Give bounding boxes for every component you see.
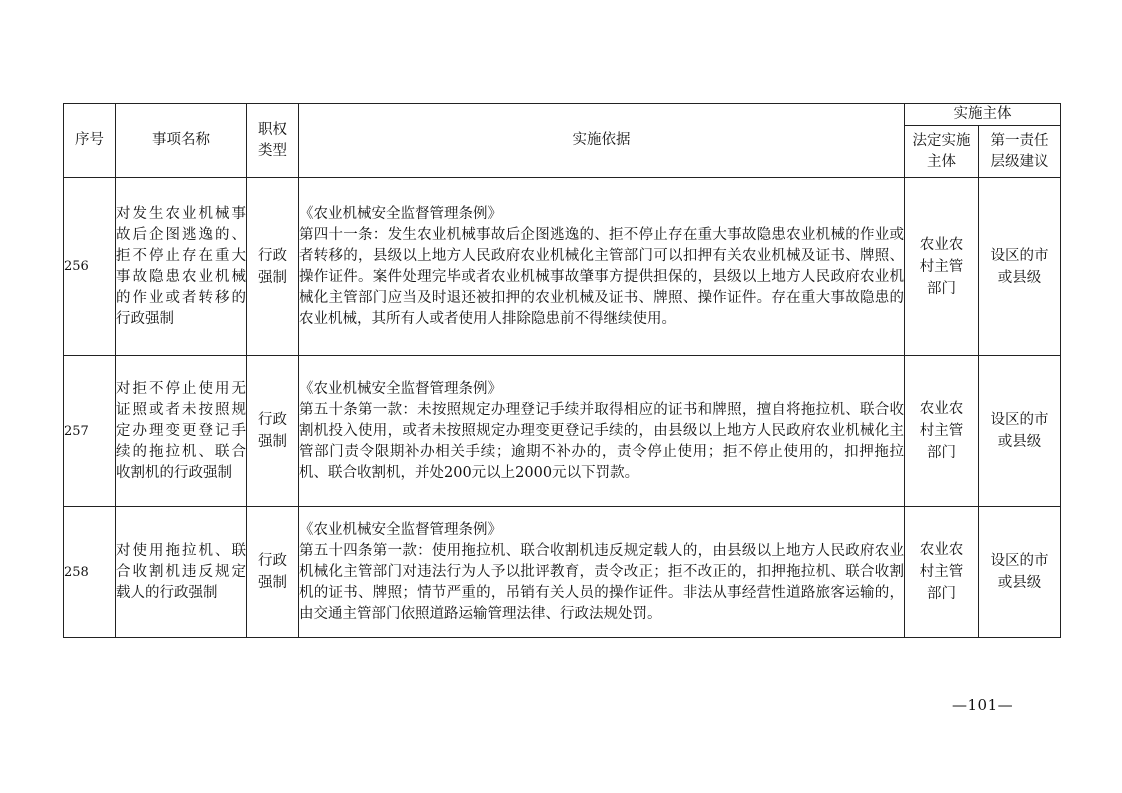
page-number: —101— bbox=[952, 696, 1014, 714]
row-legal-subject bbox=[905, 507, 979, 638]
row-first-level bbox=[979, 356, 1061, 507]
row-seq: 257 bbox=[64, 356, 116, 507]
row-first-level-text: 设区的市或县级 bbox=[990, 412, 1049, 450]
row-legal-subject bbox=[905, 356, 979, 507]
row-name: 对使用拖拉机、联合收割机违反规定载人的行政强制 bbox=[116, 507, 247, 638]
header-subject: 实施主体 bbox=[905, 104, 1061, 126]
row-first-level bbox=[979, 178, 1061, 356]
header-basis: 实施依据 bbox=[299, 104, 905, 178]
row-legal-subject-text: 农业农村主管部门 bbox=[919, 542, 964, 602]
row-type bbox=[247, 178, 299, 356]
basis-title: 《农业机械安全监督管理条例》 bbox=[299, 205, 502, 222]
enforcement-table bbox=[63, 103, 1061, 638]
row-name: 对拒不停止使用无证照或者未按照规定办理变更登记手续的拖拉机、联合收割机的行政强制 bbox=[116, 356, 247, 507]
basis-title: 《农业机械安全监督管理条例》 bbox=[299, 521, 502, 538]
row-type-text: 行政强制 bbox=[258, 553, 287, 591]
row-first-level-text: 设区的市或县级 bbox=[990, 247, 1049, 286]
row-basis bbox=[299, 507, 905, 638]
basis-title: 《农业机械安全监督管理条例》 bbox=[299, 380, 502, 397]
header-name: 事项名称 bbox=[116, 104, 247, 178]
row-type bbox=[247, 356, 299, 507]
table-row bbox=[64, 178, 1061, 356]
table-row bbox=[64, 356, 1061, 507]
row-basis bbox=[299, 178, 905, 356]
row-type-text: 行政强制 bbox=[258, 412, 287, 450]
row-first-level-text: 设区的市或县级 bbox=[990, 553, 1049, 591]
row-name: 对发生农业机械事故后企图逃逸的、拒不停止存在重大事故隐患农业机械的作业或者转移的行政强制 bbox=[116, 178, 247, 356]
row-legal-subject-text: 农业农村主管部门 bbox=[919, 401, 964, 461]
basis-text: 第五十条第一款：未按照规定办理登记手续并取得相应的证书和牌照，擅自将拖拉机、联合收割机投入使用，或者未按照规定办理变更登记手续的，由县级以上地方人民政府农业机械化主管部门责令限期补办相关手续；逾期不补办的，责令停止使用；拒不停止使用的，扣押拖拉机、联合收割机，并处200元以上2000元以下罚款。 bbox=[299, 401, 904, 481]
row-type bbox=[247, 507, 299, 638]
row-basis bbox=[299, 356, 905, 507]
header-legal-subject-text: 法定实施主体 bbox=[912, 132, 971, 170]
header-type-text: 职权类型 bbox=[258, 121, 287, 159]
header-type bbox=[247, 104, 299, 178]
header-first-level-text: 第一责任层级建议 bbox=[990, 132, 1049, 170]
header-first-level bbox=[979, 126, 1061, 178]
row-first-level bbox=[979, 507, 1061, 638]
header-legal-subject bbox=[905, 126, 979, 178]
row-legal-subject-text: 农业农村主管部门 bbox=[919, 236, 964, 297]
row-type-text: 行政强制 bbox=[258, 247, 287, 286]
row-seq: 258 bbox=[64, 507, 116, 638]
row-seq: 256 bbox=[64, 178, 116, 356]
row-legal-subject bbox=[905, 178, 979, 356]
table-row bbox=[64, 507, 1061, 638]
basis-text: 第五十四条第一款：使用拖拉机、联合收割机违反规定载人的，由县级以上地方人民政府农业机械化主管部门对违法行为人予以批评教育，责令改正；拒不改正的，扣押拖拉机、联合收割机的证书、牌照；情节严重的，吊销有关人员的操作证件。非法从事经营性道路旅客运输的，由交通主管部门依照道路运输管理法律、行政法规处罚。 bbox=[299, 542, 904, 622]
header-seq: 序号 bbox=[64, 104, 116, 178]
basis-text: 第四十一条：发生农业机械事故后企图逃逸的、拒不停止存在重大事故隐患农业机械的作业或者转移的，县级以上地方人民政府农业机械化主管部门可以扣押有关农业机械及证书、牌照、操作证件。案件处理完毕或者农业机械事故肇事方提供担保的，县级以上地方人民政府农业机械化主管部门应当及时退还被扣押的农业机械及证书、牌照、操作证件。存在重大事故隐患的农业机械，其所有人或者使用人排除隐患前不得继续使用。 bbox=[299, 226, 904, 327]
